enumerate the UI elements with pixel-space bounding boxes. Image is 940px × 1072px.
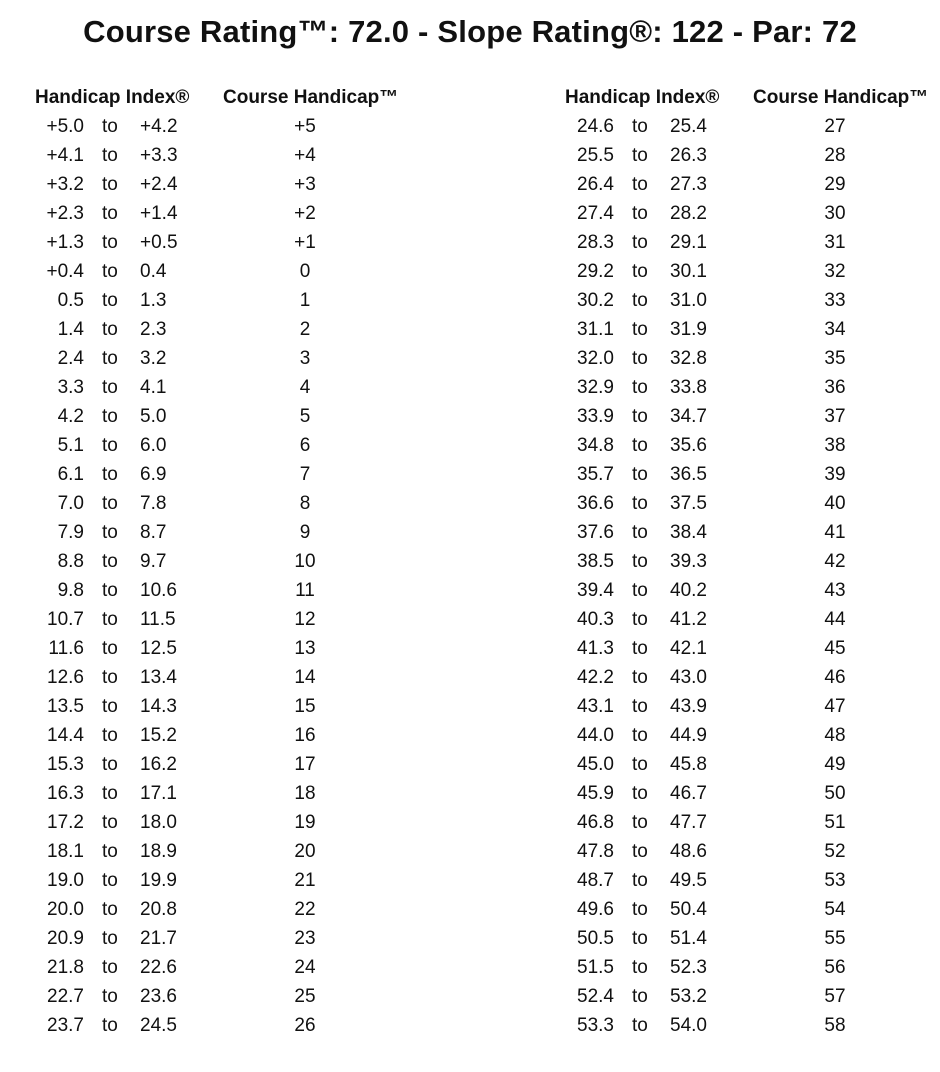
to-label: to: [102, 580, 118, 601]
index-to-cell: 33.8: [670, 377, 707, 398]
course-handicap-cell: 5: [299, 406, 311, 427]
to-label: to: [632, 899, 648, 920]
index-to-cell: 2.3: [140, 319, 167, 340]
index-to-cell: 18.9: [140, 841, 177, 862]
course-handicap-cell: 12: [294, 609, 316, 630]
index-to-cell: 28.2: [670, 203, 707, 224]
course-handicap-cell: 1: [299, 290, 311, 311]
index-from-cell: 42.2: [577, 667, 614, 688]
course-handicap-cell: 47: [824, 696, 846, 717]
index-from-cell: +5.0: [46, 116, 84, 137]
index-to-cell: 47.7: [670, 812, 707, 833]
to-label: to: [102, 667, 118, 688]
index-from-cell: 7.9: [57, 522, 84, 543]
index-from-cell: 43.1: [577, 696, 614, 717]
index-from-cell: 9.8: [57, 580, 84, 601]
handicap-index-header: Handicap Index®: [35, 87, 190, 108]
index-to-cell: 50.4: [670, 899, 707, 920]
course-handicap-cell: 39: [824, 464, 846, 485]
to-label: to: [632, 116, 648, 137]
to-label: to: [632, 580, 648, 601]
to-label: to: [102, 841, 118, 862]
course-handicap-cell: 4: [299, 377, 311, 398]
course-handicap-cell: 21: [294, 870, 316, 891]
index-to-cell: 43.0: [670, 667, 707, 688]
index-from-cell: 8.8: [57, 551, 84, 572]
course-handicap-cell: 45: [824, 638, 846, 659]
to-label: to: [632, 377, 648, 398]
index-from-cell: 6.1: [57, 464, 84, 485]
index-to-cell: 23.6: [140, 986, 177, 1007]
course-handicap-cell: 30: [824, 203, 846, 224]
to-label: to: [632, 696, 648, 717]
course-handicap-cell: 17: [294, 754, 316, 775]
index-from-cell: 32.0: [577, 348, 614, 369]
index-from-cell: 40.3: [577, 609, 614, 630]
to-label: to: [632, 319, 648, 340]
to-label: to: [632, 406, 648, 427]
index-from-cell: 21.8: [47, 957, 84, 978]
course-handicap-cell: 19: [294, 812, 316, 833]
course-handicap-cell: 58: [824, 1015, 846, 1036]
to-label: to: [632, 841, 648, 862]
index-to-cell: 29.1: [670, 232, 707, 253]
to-label: to: [102, 406, 118, 427]
index-from-cell: 10.7: [47, 609, 84, 630]
index-from-cell: 41.3: [577, 638, 614, 659]
to-label: to: [632, 1015, 648, 1036]
course-handicap-cell: 18: [294, 783, 316, 804]
index-from-cell: 5.1: [57, 435, 84, 456]
course-handicap-cell: 7: [299, 464, 311, 485]
to-label: to: [102, 203, 118, 224]
index-to-cell: 37.5: [670, 493, 707, 514]
to-label: to: [632, 493, 648, 514]
to-label: to: [102, 812, 118, 833]
index-from-cell: 49.6: [577, 899, 614, 920]
index-to-cell: +0.5: [140, 232, 178, 253]
index-to-cell: 25.4: [670, 116, 707, 137]
course-handicap-cell: 16: [294, 725, 316, 746]
index-to-cell: +3.3: [140, 145, 178, 166]
index-to-cell: 42.1: [670, 638, 707, 659]
course-handicap-cell: 14: [294, 667, 316, 688]
to-label: to: [102, 319, 118, 340]
index-from-cell: 45.9: [577, 783, 614, 804]
handicap-index-header: Handicap Index®: [565, 87, 720, 108]
index-to-cell: 18.0: [140, 812, 177, 833]
index-from-cell: 3.3: [57, 377, 84, 398]
index-to-cell: 9.7: [140, 551, 167, 572]
course-handicap-header: Course Handicap™: [753, 87, 929, 108]
to-label: to: [632, 870, 648, 891]
index-from-cell: 35.7: [577, 464, 614, 485]
to-label: to: [102, 1015, 118, 1036]
to-label: to: [632, 551, 648, 572]
course-handicap-cell: 33: [824, 290, 846, 311]
index-to-cell: 38.4: [670, 522, 707, 543]
to-label: to: [102, 986, 118, 1007]
index-from-cell: 25.5: [577, 145, 614, 166]
course-handicap-cell: 35: [824, 348, 846, 369]
course-handicap-cell: 0: [299, 261, 311, 282]
course-handicap-cell: 44: [824, 609, 846, 630]
to-label: to: [632, 667, 648, 688]
index-to-cell: 10.6: [140, 580, 177, 601]
course-handicap-cell: 22: [294, 899, 316, 920]
index-to-cell: 3.2: [140, 348, 167, 369]
to-label: to: [102, 899, 118, 920]
index-to-cell: 43.9: [670, 696, 707, 717]
course-handicap-cell: 8: [299, 493, 311, 514]
to-label: to: [102, 290, 118, 311]
index-from-cell: 51.5: [577, 957, 614, 978]
index-from-cell: 45.0: [577, 754, 614, 775]
index-from-cell: 22.7: [47, 986, 84, 1007]
course-handicap-cell: +2: [294, 203, 316, 224]
course-handicap-cell: 2: [299, 319, 311, 340]
index-to-cell: 30.1: [670, 261, 707, 282]
course-handicap-cell: 51: [824, 812, 846, 833]
index-from-cell: 30.2: [577, 290, 614, 311]
to-label: to: [102, 783, 118, 804]
index-to-cell: +2.4: [140, 174, 178, 195]
index-from-cell: 20.0: [47, 899, 84, 920]
index-from-cell: 34.8: [577, 435, 614, 456]
course-handicap-cell: 34: [824, 319, 846, 340]
index-from-cell: 48.7: [577, 870, 614, 891]
course-handicap-cell: 55: [824, 928, 846, 949]
course-handicap-cell: 42: [824, 551, 846, 572]
to-label: to: [632, 812, 648, 833]
index-to-cell: 36.5: [670, 464, 707, 485]
course-handicap-cell: 56: [824, 957, 846, 978]
index-to-cell: 12.5: [140, 638, 177, 659]
course-handicap-cell: 32: [824, 261, 846, 282]
to-label: to: [632, 290, 648, 311]
course-handicap-cell: 24: [294, 957, 316, 978]
index-from-cell: 33.9: [577, 406, 614, 427]
index-from-cell: 44.0: [577, 725, 614, 746]
index-from-cell: +4.1: [46, 145, 84, 166]
index-from-cell: 13.5: [47, 696, 84, 717]
index-to-cell: 44.9: [670, 725, 707, 746]
to-label: to: [632, 464, 648, 485]
index-from-cell: 18.1: [47, 841, 84, 862]
to-label: to: [632, 348, 648, 369]
to-label: to: [102, 754, 118, 775]
to-label: to: [632, 725, 648, 746]
index-from-cell: 26.4: [577, 174, 614, 195]
index-from-cell: 17.2: [47, 812, 84, 833]
index-to-cell: 6.0: [140, 435, 167, 456]
index-from-cell: 11.6: [48, 638, 84, 659]
course-handicap-cell: 26: [294, 1015, 316, 1036]
index-to-cell: 31.9: [670, 319, 707, 340]
index-from-cell: +2.3: [46, 203, 84, 224]
index-to-cell: 7.8: [140, 493, 167, 514]
index-from-cell: 16.3: [47, 783, 84, 804]
index-from-cell: +1.3: [46, 232, 84, 253]
index-to-cell: 1.3: [140, 290, 167, 311]
index-to-cell: 39.3: [670, 551, 707, 572]
index-to-cell: 53.2: [670, 986, 707, 1007]
to-label: to: [632, 232, 648, 253]
index-to-cell: 21.7: [140, 928, 177, 949]
to-label: to: [102, 145, 118, 166]
index-to-cell: 19.9: [140, 870, 177, 891]
to-label: to: [102, 261, 118, 282]
to-label: to: [632, 174, 648, 195]
index-from-cell: 31.1: [577, 319, 614, 340]
index-to-cell: 16.2: [140, 754, 177, 775]
index-to-cell: 45.8: [670, 754, 707, 775]
course-handicap-cell: 3: [299, 348, 311, 369]
index-to-cell: 20.8: [140, 899, 177, 920]
to-label: to: [632, 957, 648, 978]
to-label: to: [632, 522, 648, 543]
to-label: to: [102, 348, 118, 369]
to-label: to: [102, 870, 118, 891]
index-to-cell: 40.2: [670, 580, 707, 601]
to-label: to: [632, 986, 648, 1007]
course-handicap-cell: 13: [294, 638, 316, 659]
index-from-cell: 27.4: [577, 203, 614, 224]
course-handicap-cell: 57: [824, 986, 846, 1007]
course-handicap-cell: 48: [824, 725, 846, 746]
course-handicap-cell: 38: [824, 435, 846, 456]
course-handicap-cell: 29: [824, 174, 846, 195]
index-to-cell: 32.8: [670, 348, 707, 369]
index-from-cell: 38.5: [577, 551, 614, 572]
index-to-cell: 0.4: [140, 261, 167, 282]
to-label: to: [102, 551, 118, 572]
page-title: Course Rating™: 72.0 - Slope Rating®: 122 - Par: 72: [83, 14, 857, 49]
index-to-cell: 15.2: [140, 725, 177, 746]
course-handicap-cell: +1: [294, 232, 316, 253]
to-label: to: [102, 957, 118, 978]
index-to-cell: 31.0: [670, 290, 707, 311]
course-handicap-cell: 53: [824, 870, 846, 891]
course-handicap-cell: 40: [824, 493, 846, 514]
course-handicap-cell: 49: [824, 754, 846, 775]
course-handicap-cell: 43: [824, 580, 846, 601]
index-from-cell: +0.4: [46, 261, 84, 282]
to-label: to: [102, 464, 118, 485]
to-label: to: [102, 493, 118, 514]
course-handicap-cell: 25: [294, 986, 316, 1007]
index-to-cell: 52.3: [670, 957, 707, 978]
index-to-cell: 22.6: [140, 957, 177, 978]
index-from-cell: 7.0: [57, 493, 84, 514]
course-handicap-cell: 50: [824, 783, 846, 804]
index-to-cell: 8.7: [140, 522, 167, 543]
index-from-cell: 50.5: [577, 928, 614, 949]
index-from-cell: 32.9: [577, 377, 614, 398]
index-from-cell: 46.8: [577, 812, 614, 833]
index-from-cell: 52.4: [577, 986, 614, 1007]
course-handicap-cell: +4: [294, 145, 316, 166]
course-handicap-cell: 31: [824, 232, 846, 253]
index-to-cell: 35.6: [670, 435, 707, 456]
index-to-cell: 26.3: [670, 145, 707, 166]
index-to-cell: 48.6: [670, 841, 707, 862]
index-to-cell: 34.7: [670, 406, 707, 427]
index-to-cell: +1.4: [140, 203, 178, 224]
index-from-cell: +3.2: [46, 174, 84, 195]
index-to-cell: 27.3: [670, 174, 707, 195]
course-handicap-cell: 37: [824, 406, 846, 427]
to-label: to: [632, 783, 648, 804]
course-handicap-cell: 9: [299, 522, 311, 543]
index-from-cell: 53.3: [577, 1015, 614, 1036]
to-label: to: [102, 116, 118, 137]
course-handicap-cell: 36: [824, 377, 846, 398]
course-handicap-cell: 54: [824, 899, 846, 920]
to-label: to: [632, 261, 648, 282]
index-from-cell: 29.2: [577, 261, 614, 282]
index-from-cell: 20.9: [47, 928, 84, 949]
course-handicap-cell: +5: [294, 116, 316, 137]
index-to-cell: 5.0: [140, 406, 167, 427]
to-label: to: [102, 696, 118, 717]
index-to-cell: 41.2: [670, 609, 707, 630]
course-handicap-cell: +3: [294, 174, 316, 195]
course-handicap-cell: 52: [824, 841, 846, 862]
index-to-cell: 24.5: [140, 1015, 177, 1036]
to-label: to: [102, 928, 118, 949]
index-to-cell: +4.2: [140, 116, 178, 137]
to-label: to: [102, 377, 118, 398]
index-from-cell: 19.0: [47, 870, 84, 891]
index-to-cell: 17.1: [140, 783, 177, 804]
to-label: to: [102, 435, 118, 456]
course-handicap-cell: 20: [294, 841, 316, 862]
to-label: to: [632, 203, 648, 224]
index-from-cell: 15.3: [47, 754, 84, 775]
to-label: to: [632, 638, 648, 659]
course-handicap-header: Course Handicap™: [223, 87, 399, 108]
index-to-cell: 4.1: [140, 377, 167, 398]
index-from-cell: 0.5: [57, 290, 84, 311]
to-label: to: [632, 928, 648, 949]
to-label: to: [632, 145, 648, 166]
index-to-cell: 49.5: [670, 870, 707, 891]
index-to-cell: 13.4: [140, 667, 177, 688]
course-handicap-cell: 11: [295, 580, 315, 601]
index-from-cell: 2.4: [57, 348, 84, 369]
course-handicap-cell: 6: [299, 435, 311, 456]
index-to-cell: 51.4: [670, 928, 707, 949]
index-from-cell: 24.6: [577, 116, 614, 137]
index-from-cell: 14.4: [47, 725, 84, 746]
index-from-cell: 36.6: [577, 493, 614, 514]
index-from-cell: 39.4: [577, 580, 614, 601]
course-handicap-cell: 46: [824, 667, 846, 688]
to-label: to: [102, 725, 118, 746]
course-handicap-cell: 15: [294, 696, 316, 717]
to-label: to: [632, 609, 648, 630]
to-label: to: [102, 174, 118, 195]
course-handicap-cell: 41: [824, 522, 846, 543]
index-to-cell: 6.9: [140, 464, 167, 485]
course-handicap-cell: 28: [824, 145, 846, 166]
course-handicap-cell: 23: [294, 928, 316, 949]
index-from-cell: 47.8: [577, 841, 614, 862]
index-from-cell: 4.2: [57, 406, 84, 427]
course-handicap-cell: 10: [294, 551, 316, 572]
to-label: to: [102, 232, 118, 253]
to-label: to: [632, 435, 648, 456]
index-to-cell: 54.0: [670, 1015, 707, 1036]
to-label: to: [102, 609, 118, 630]
to-label: to: [102, 522, 118, 543]
index-from-cell: 23.7: [47, 1015, 84, 1036]
course-handicap-cell: 27: [824, 116, 846, 137]
index-to-cell: 46.7: [670, 783, 707, 804]
index-from-cell: 1.4: [57, 319, 84, 340]
index-to-cell: 14.3: [140, 696, 177, 717]
to-label: to: [632, 754, 648, 775]
index-from-cell: 12.6: [47, 667, 84, 688]
to-label: to: [102, 638, 118, 659]
index-to-cell: 11.5: [140, 609, 176, 630]
index-from-cell: 28.3: [577, 232, 614, 253]
index-from-cell: 37.6: [577, 522, 614, 543]
